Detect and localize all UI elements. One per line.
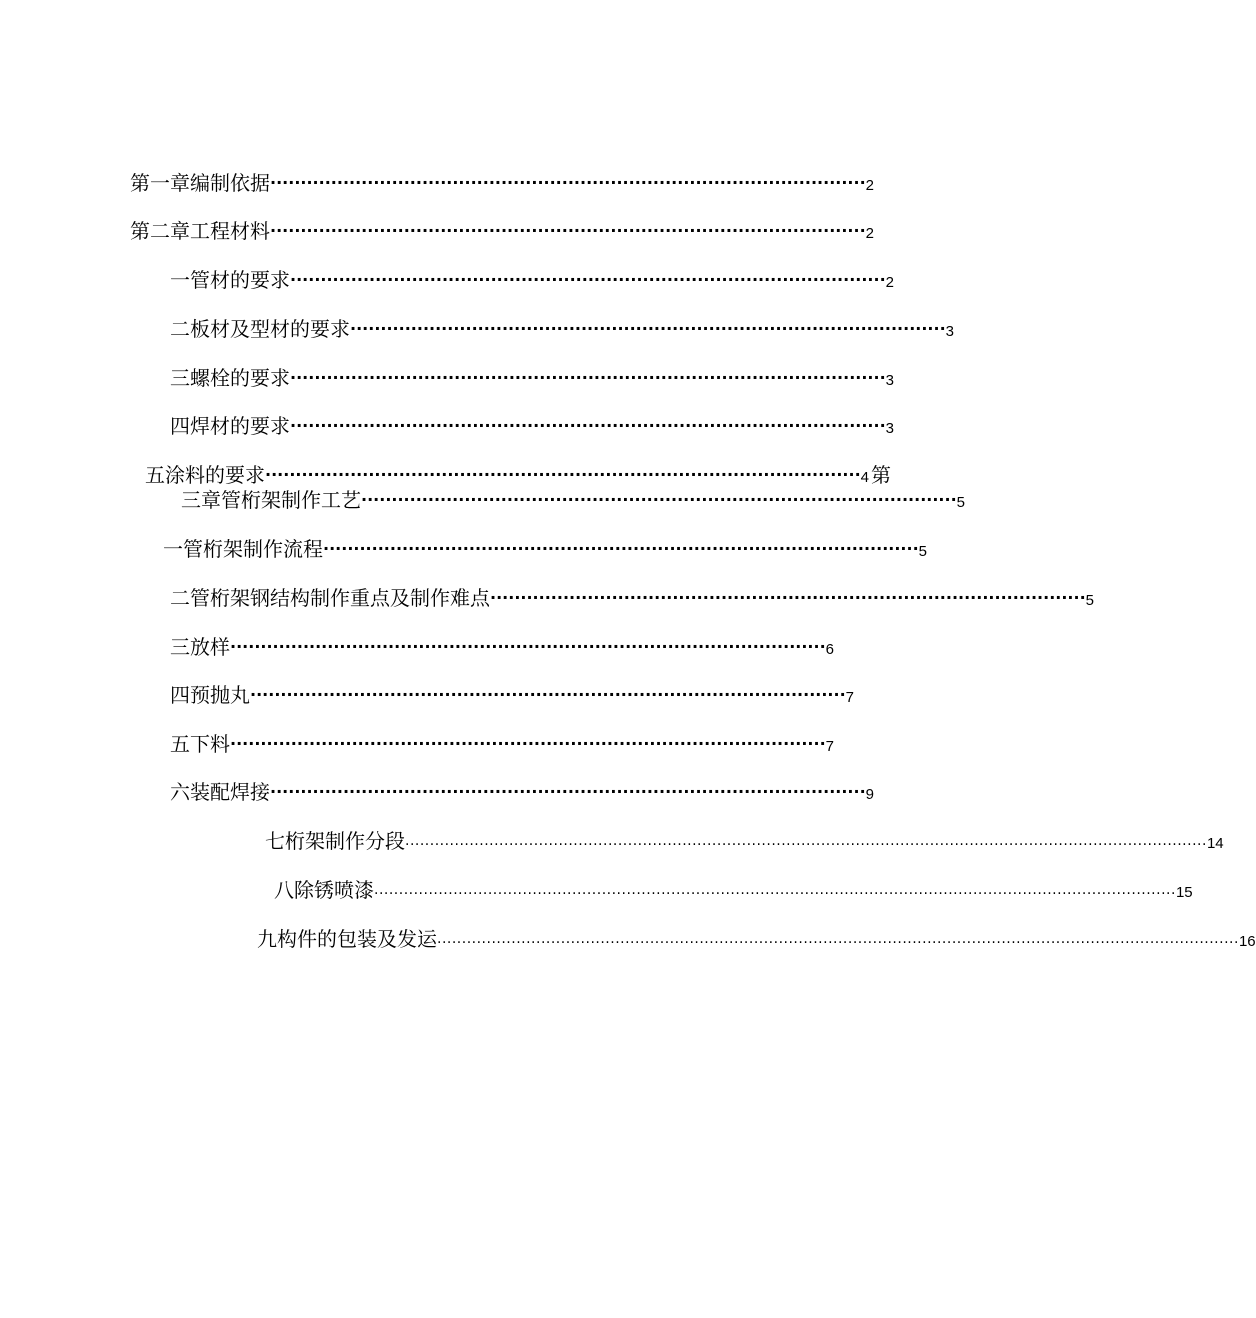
toc-entry-title: 三章管桁架制作工艺 (181, 488, 361, 512)
toc-page-number: 7 (825, 738, 834, 755)
toc-page-number: 2 (865, 177, 874, 194)
toc-page-number: 5 (1085, 592, 1094, 609)
toc-entry[interactable] (130, 165, 874, 195)
toc-entry[interactable] (170, 311, 954, 341)
toc-page-number: 14 (1206, 835, 1224, 852)
toc-entry-title: 构件的包装及发运 (277, 927, 437, 951)
toc-entry[interactable] (170, 677, 854, 707)
toc-entry-title: 管桁架制作流程 (183, 537, 323, 561)
toc-entry-number: 五 (170, 732, 190, 756)
toc-entry-title: 预抛丸 (190, 683, 250, 707)
toc-page-number: 5 (918, 543, 927, 560)
toc-leader-dots: .................................................................................................................................................................. (437, 931, 1239, 947)
toc-entry-title: 装配焊接 (190, 780, 270, 804)
toc-entry[interactable] (170, 360, 894, 390)
toc-page-number: 3 (885, 420, 894, 437)
toc-page-number: 9 (865, 786, 874, 803)
toc-entry-number: 三 (170, 635, 190, 659)
toc-entry-number: 六 (170, 780, 190, 804)
toc-entry[interactable] (170, 262, 894, 292)
toc-page-number: 15 (1175, 884, 1193, 901)
toc-entry[interactable] (257, 921, 1256, 951)
toc-leader-dots: ·································································································· (265, 465, 861, 484)
toc-leader-dots: ·································································································· (350, 319, 946, 338)
toc-entry-number: 七 (265, 829, 285, 853)
toc-leader-dots: .................................................................................................................................................................. (405, 833, 1207, 849)
toc-entry-overflow-text: 第 (871, 463, 891, 487)
toc-entry-title: 螺栓的要求 (190, 366, 290, 390)
toc-entry-title: 除锈喷漆 (294, 878, 374, 902)
toc-entry[interactable] (274, 872, 1193, 902)
toc-leader-dots: ·································································································· (270, 221, 866, 240)
toc-entry[interactable] (170, 408, 894, 438)
toc-entry-number: 二 (170, 317, 190, 341)
toc-leader-dots: ·································································································· (270, 782, 866, 801)
toc-leader-dots: ·································································································· (490, 588, 1086, 607)
toc-leader-dots: ·································································································· (323, 539, 919, 558)
toc-entry-number: 八 (274, 878, 294, 902)
toc-entry-title: 第一章编制依据 (130, 171, 270, 195)
toc-entry-title: 放样 (190, 635, 230, 659)
toc-entry[interactable] (181, 482, 965, 512)
toc-entry[interactable] (265, 823, 1224, 853)
toc-entry-number: 一 (163, 537, 183, 561)
toc-entry[interactable] (170, 774, 874, 804)
toc-entry-title: 管桁架钢结构制作重点及制作难点 (190, 586, 490, 610)
toc-leader-dots: ·································································································· (290, 416, 886, 435)
toc-leader-dots: .................................................................................................................................................................. (374, 882, 1176, 898)
toc-entry-number: 四 (170, 683, 190, 707)
toc-page-number: 3 (885, 372, 894, 389)
toc-entry-title: 下料 (190, 732, 230, 756)
toc-page-number: 6 (825, 641, 834, 658)
toc-leader-dots: ·································································································· (230, 637, 826, 656)
toc-page-number: 4 (860, 469, 869, 486)
toc-entry[interactable] (170, 580, 1094, 610)
toc-entry-number: 一 (170, 268, 190, 292)
toc-page-number: 7 (845, 689, 854, 706)
toc-entry-title: 涂料的要求 (165, 463, 265, 487)
toc-page-number: 5 (956, 494, 965, 511)
toc-leader-dots: ·································································································· (290, 270, 886, 289)
toc-entry-number: 三 (170, 366, 190, 390)
toc-entry-number: 四 (170, 414, 190, 438)
toc-leader-dots: ·································································································· (290, 368, 886, 387)
toc-page-number: 16 (1238, 933, 1256, 950)
toc-page-number: 2 (885, 274, 894, 291)
toc-entry-title: 焊材的要求 (190, 414, 290, 438)
toc-entry-title: 桁架制作分段 (285, 829, 405, 853)
toc-entry[interactable] (130, 213, 874, 243)
toc-entry[interactable] (163, 531, 927, 561)
toc-leader-dots: ·································································································· (250, 685, 846, 704)
toc-leader-dots: ·································································································· (361, 490, 957, 509)
toc-entry[interactable] (170, 726, 834, 756)
toc-entry-title: 板材及型材的要求 (190, 317, 350, 341)
toc-entry-number: 九 (257, 927, 277, 951)
toc-page-number: 2 (865, 225, 874, 242)
toc-entry-title: 管材的要求 (190, 268, 290, 292)
toc-entry-number: 五 (145, 463, 165, 487)
toc-entry-number: 二 (170, 586, 190, 610)
toc-entry-title: 第二章工程材料 (130, 219, 270, 243)
toc-page-number: 3 (945, 323, 954, 340)
toc-leader-dots: ·································································································· (270, 173, 866, 192)
toc-entry[interactable] (170, 629, 834, 659)
toc-leader-dots: ·································································································· (230, 734, 826, 753)
